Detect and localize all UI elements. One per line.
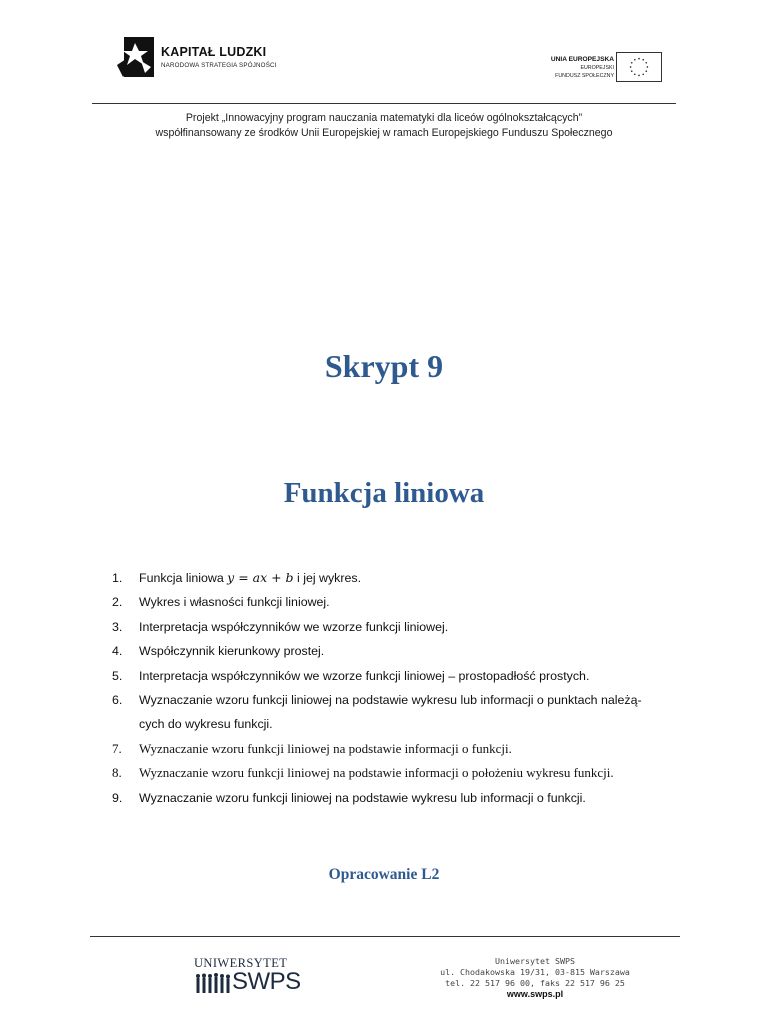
eu-logo-text [551, 56, 614, 80]
toc-number: 3. [112, 619, 123, 634]
toc-text-pre: Funkcja liniowa [139, 571, 228, 585]
kapital-ludzki-title: KAPITAŁ LUDZKI [161, 45, 267, 59]
eu-line2: EUROPEJSKI [580, 65, 614, 71]
swps-logo-line1: UNIWERSYTET [194, 956, 288, 970]
kapital-ludzki-subtitle: NARODOWA STRATEGIA SPÓJNOŚCI [161, 62, 277, 69]
header-divider [92, 103, 676, 104]
toc-number: 5. [112, 668, 123, 683]
toc-item-5 [108, 664, 678, 688]
eu-logo [540, 52, 662, 84]
toc-number: 7. [112, 740, 122, 756]
project-info [92, 111, 676, 141]
toc-item-1 [108, 566, 678, 590]
toc-item-6 [108, 688, 678, 737]
document-title: Skrypt 9 [324, 348, 444, 384]
project-line-2: współfinansowany ze środków Unii Europejskiej w ramach Europejskiego Funduszu Społecznego [155, 127, 613, 139]
footer-divider [90, 936, 680, 937]
toc-text: Wyznaczanie wzoru funkcji liniowej na podstawie informacji o położeniu wykresu funkcji. [139, 765, 614, 781]
toc-text: Interpretacja współczynników we wzorze funkcji liniowej. [139, 619, 449, 634]
toc-number: 8. [112, 765, 122, 781]
eu-flag-icon [616, 52, 662, 82]
swps-people-icon [194, 972, 234, 994]
toc-text: Interpretacja współczynników we wzorze funkcji liniowej – prostopadłość prostych. [139, 668, 590, 683]
toc-item-7 [108, 737, 678, 761]
toc-text-post: i jej wykres. [293, 571, 362, 585]
toc-number: 9. [112, 790, 123, 805]
toc-text: Współczynnik kierunkowy prostej. [139, 644, 325, 659]
project-line-1: Projekt „Innowacyjny program nauczania matematyki dla liceów ogólnokształcących” [185, 112, 583, 124]
author-credit: Opracowanie L2 [328, 866, 440, 883]
document-subtitle: Funkcja liniowa [283, 477, 485, 509]
contact-phone: tel. 22 517 96 00, faks 22 517 96 25 [445, 978, 625, 988]
toc-text: Wyznaczanie wzoru funkcji liniowej na podstawie wykresu lub informacji o funkcji. [139, 790, 586, 805]
toc-number: 1. [112, 571, 123, 585]
toc-number: 6. [112, 693, 123, 708]
swps-logo-line2: SWPS [232, 968, 301, 995]
toc-item-2 [108, 590, 678, 614]
toc-number: 2. [112, 595, 123, 610]
kapital-ludzki-emblem-icon [115, 35, 159, 79]
toc-item-8 [108, 761, 678, 785]
swps-logo [192, 956, 301, 998]
toc-text: Wyznaczanie wzoru funkcji liniowej na podstawie informacji o funkcji. [139, 740, 512, 756]
toc-formula: y = ax + b [227, 570, 294, 585]
toc-item-3 [108, 615, 678, 639]
eu-title: UNIA EUROPEJSKA [550, 56, 614, 63]
contact-info [430, 956, 640, 1000]
kapital-ludzki-logo [115, 35, 285, 79]
contact-website-link[interactable]: www.swps.pl [506, 989, 564, 999]
toc-number: 4. [112, 644, 123, 659]
toc-text: Wyznaczanie wzoru funkcji liniowej na podstawie wykresu lub informacji o punktach należą- [139, 693, 642, 708]
toc-item-4 [108, 639, 678, 663]
table-of-contents [108, 566, 678, 810]
toc-text-continued: cych do wykresu funkcji. [139, 717, 273, 732]
eu-line3: FUNDUSZ SPOŁECZNY [555, 73, 614, 79]
contact-address: ul. Chodakowska 19/31, 03-815 Warszawa [440, 967, 630, 977]
toc-item-9 [108, 786, 678, 810]
contact-name: Uniwersytet SWPS [495, 956, 575, 966]
toc-text: Wykres i własności funkcji liniowej. [139, 595, 330, 610]
